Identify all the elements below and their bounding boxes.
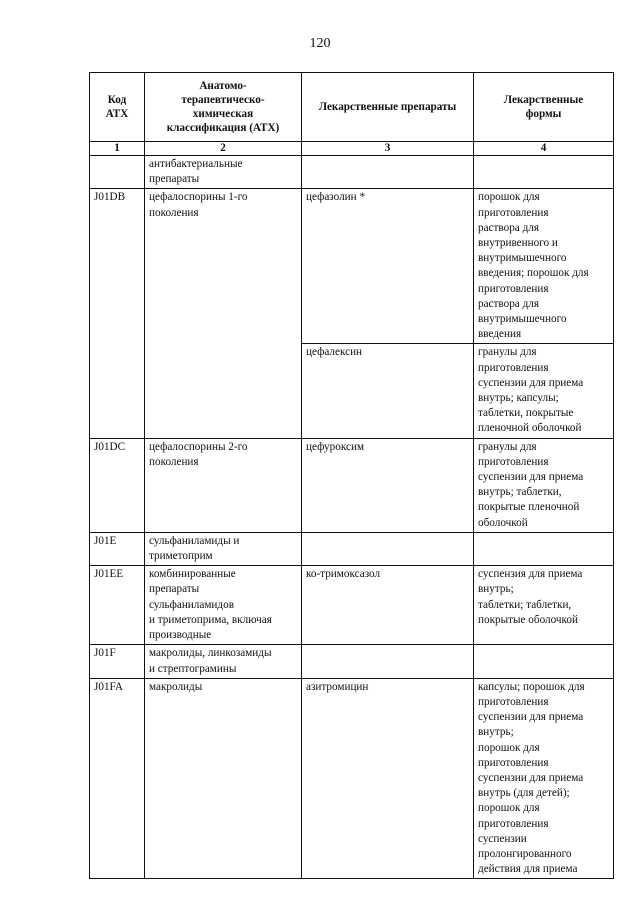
table-row bbox=[90, 156, 614, 189]
classification-cell: антибактериальные препараты bbox=[145, 156, 302, 189]
header-atc-code: Код АТХ bbox=[90, 73, 145, 142]
atc-code-cell bbox=[90, 156, 145, 189]
drug-cell: цефалексин bbox=[302, 344, 474, 438]
drug-cell: цефазолин * bbox=[302, 189, 474, 344]
atc-code-cell: J01EE bbox=[90, 566, 145, 645]
table-row bbox=[90, 678, 614, 879]
forms-cell: гранулы для приготовления суспензии для приема внутрь; таблетки, покрытые пленочной оболочкой bbox=[474, 438, 614, 532]
atc-code-cell: J01E bbox=[90, 532, 145, 565]
column-number: 1 bbox=[90, 142, 145, 156]
atc-code-cell: J01DB bbox=[90, 189, 145, 438]
atc-code-cell: J01DC bbox=[90, 438, 145, 532]
header-atc-classification: Анатомо- терапевтическо- химическая классификация (АТХ) bbox=[145, 73, 302, 142]
classification-cell: макролиды bbox=[145, 678, 302, 879]
forms-cell: порошок для приготовления раствора для внутривенного и внутримышечного введения; порошок для приготовления раствора для внутримышечного введения bbox=[474, 189, 614, 344]
classification-cell: сульфаниламиды и триметоприм bbox=[145, 532, 302, 565]
classification-cell: макролиды, линкозамиды и стрептограмины bbox=[145, 645, 302, 678]
header-drugs: Лекарственные препараты bbox=[302, 73, 474, 142]
column-number-row bbox=[90, 142, 614, 156]
atc-table bbox=[89, 72, 614, 879]
drug-cell: ко-тримоксазол bbox=[302, 566, 474, 645]
table-row bbox=[90, 532, 614, 565]
column-number: 4 bbox=[474, 142, 614, 156]
forms-cell bbox=[474, 645, 614, 678]
table-row bbox=[90, 189, 614, 344]
drug-cell: азитромицин bbox=[302, 678, 474, 879]
column-number: 2 bbox=[145, 142, 302, 156]
header-dosage-forms: Лекарственные формы bbox=[474, 73, 614, 142]
classification-cell: цефалоспорины 1-го поколения bbox=[145, 189, 302, 438]
atc-code-cell: J01F bbox=[90, 645, 145, 678]
forms-cell bbox=[474, 532, 614, 565]
page-number: 120 bbox=[309, 36, 331, 51]
classification-cell: цефалоспорины 2-го поколения bbox=[145, 438, 302, 532]
forms-cell bbox=[474, 156, 614, 189]
atc-code-cell: J01FA bbox=[90, 678, 145, 879]
drug-cell bbox=[302, 156, 474, 189]
header-row bbox=[90, 73, 614, 142]
drug-cell bbox=[302, 645, 474, 678]
drug-cell: цефуроксим bbox=[302, 438, 474, 532]
table-row bbox=[90, 566, 614, 645]
table-row bbox=[90, 645, 614, 678]
forms-cell: суспензия для приема внутрь; таблетки; таблетки, покрытые оболочкой bbox=[474, 566, 614, 645]
forms-cell: гранулы для приготовления суспензии для приема внутрь; капсулы; таблетки, покрытые пленочной оболочкой bbox=[474, 344, 614, 438]
drug-cell bbox=[302, 532, 474, 565]
column-number: 3 bbox=[302, 142, 474, 156]
table-row bbox=[90, 438, 614, 532]
forms-cell: капсулы; порошок для приготовления суспензии для приема внутрь; порошок для приготовления суспензии для приема внутрь (для детей); порошок для приготовления суспензии пролонгированного действия для приема bbox=[474, 678, 614, 879]
classification-cell: комбинированные препараты сульфаниламидов и триметоприма, включая производные bbox=[145, 566, 302, 645]
